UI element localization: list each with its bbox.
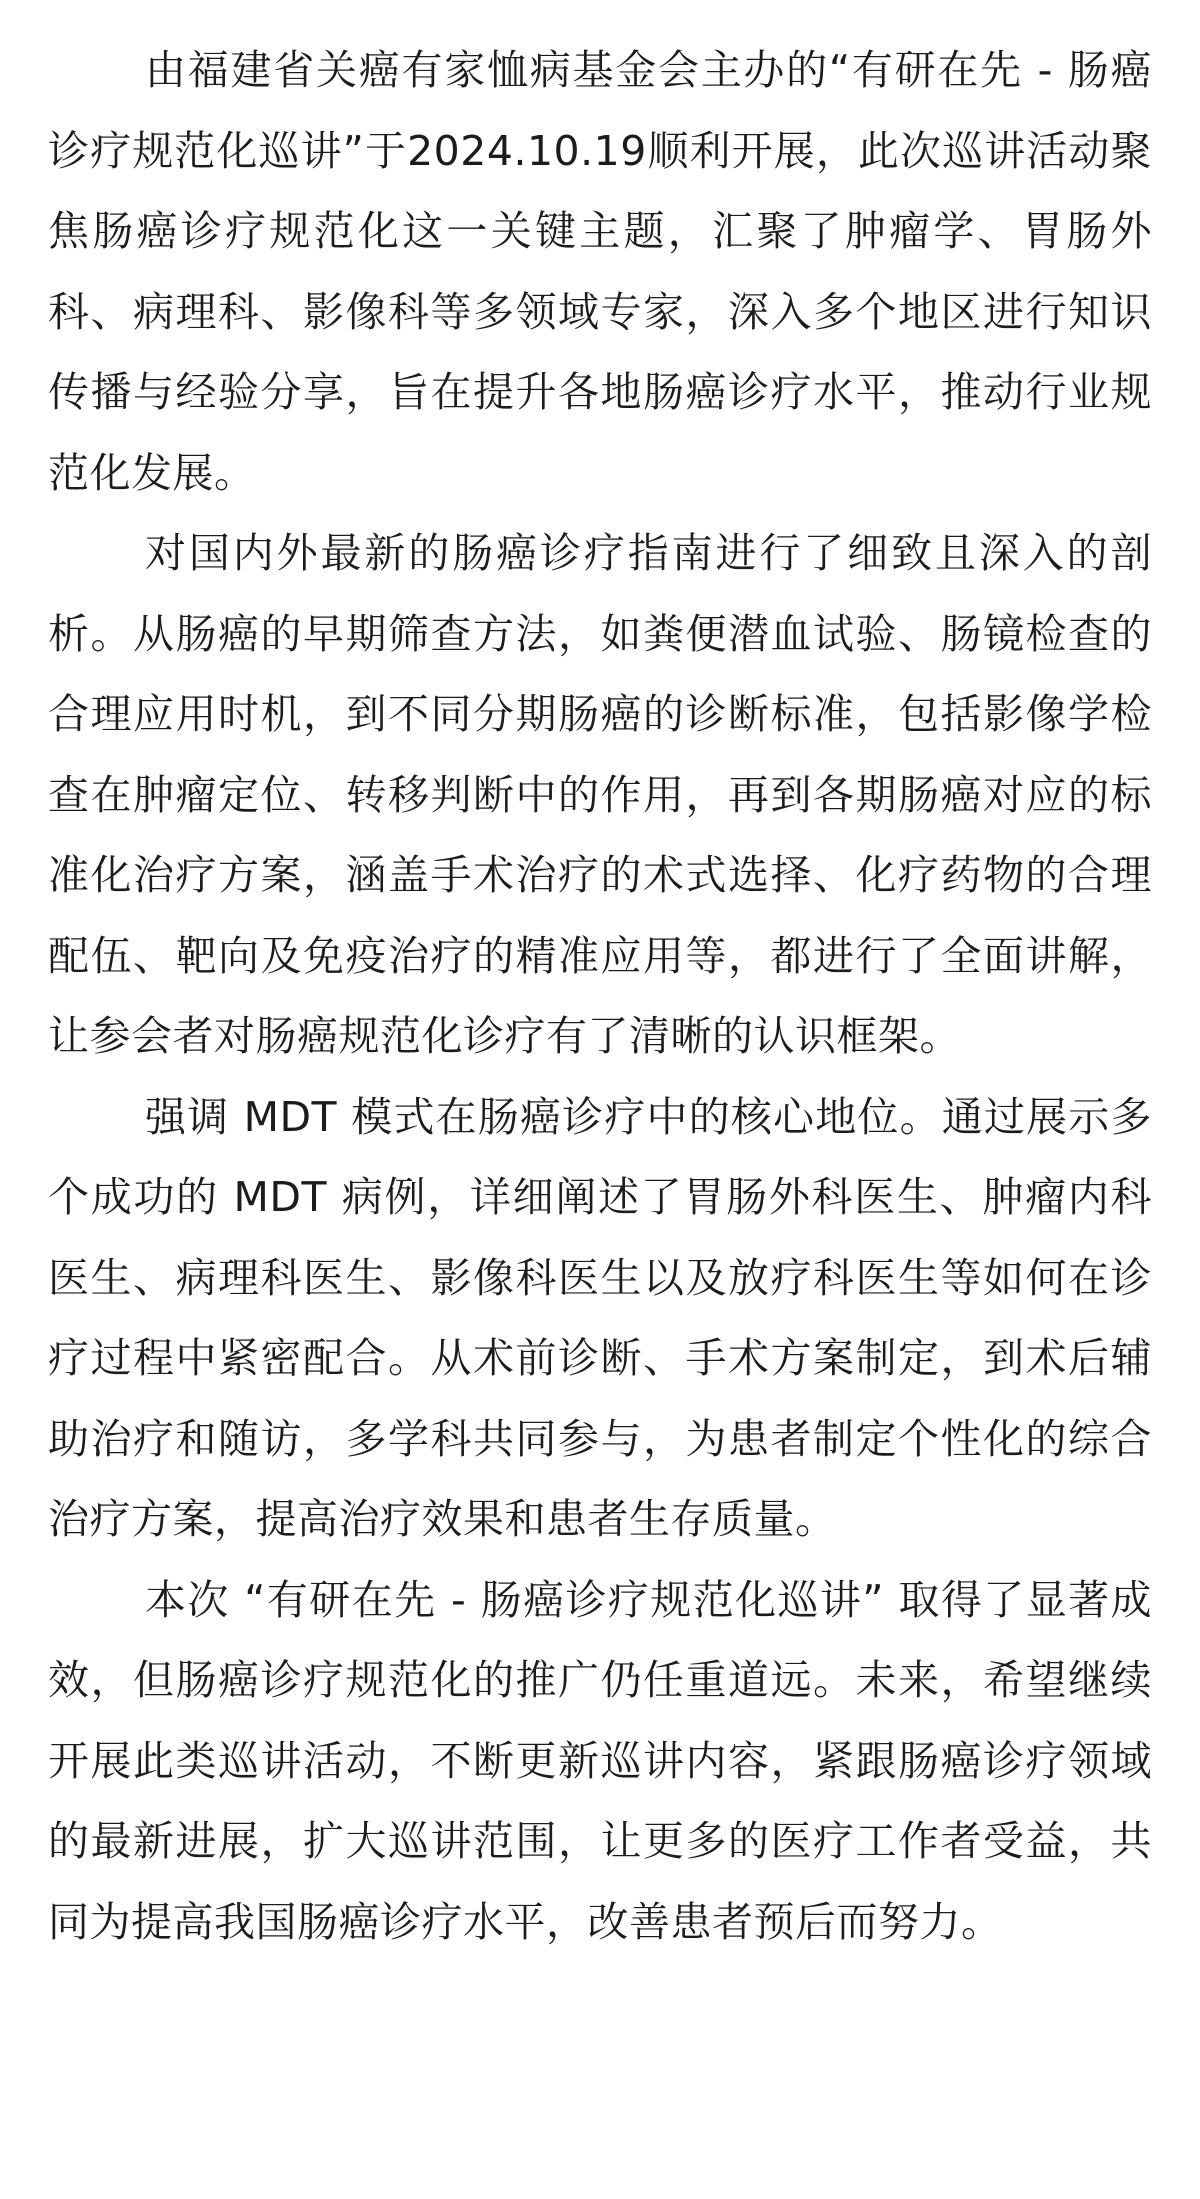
paragraph-conclusion: 本次 “有研在先 - 肠癌诊疗规范化巡讲” 取得了显著成效，但肠癌诊疗规范化的推广仍任重道远。未来，希望继续开展此类巡讲活动，不断更新巡讲内容，紧跟肠癌诊疗领域的最新进展，扩大巡讲范围，让更多的医疗工作者受益，共同为提高我国肠癌诊疗水平，改善患者预后而努力。	[48, 1575, 1152, 1946]
paragraph-guidelines: 对国内外最新的肠癌诊疗指南进行了细致且深入的剖析。从肠癌的早期筛查方法，如粪便潜血试验、肠镜检查的合理应用时机，到不同分期肠癌的诊断标准，包括影像学检查在肿瘤定位、转移判断中的作用，再到各期肠癌对应的标准化治疗方案，涵盖手术治疗的术式选择、化疗药物的合理配伍、靶向及免疫治疗的精准应用等，都进行了全面讲解，让参会者对肠癌规范化诊疗有了清晰的认识框架。	[48, 529, 1152, 1060]
paragraph-mdt: 强调 MDT 模式在肠癌诊疗中的核心地位。通过展示多个成功的 MDT 病例，详细阐述了胃肠外科医生、肿瘤内科医生、病理科医生、影像科医生以及放疗科医生等如何在诊疗过程中紧密配合。从术前诊断、手术方案制定，到术后辅助治疗和随访，多学科共同参与，为患者制定个性化的综合治疗方案，提高治疗效果和患者生存质量。	[48, 1092, 1152, 1543]
paragraph-intro: 由福建省关癌有家恤病基金会主办的“有研在先 - 肠癌诊疗规范化巡讲”于2024.10.19顺利开展，此次巡讲活动聚焦肠癌诊疗规范化这一关键主题，汇聚了肿瘤学、胃肠外科、病理科、影像科等多领域专家，深入多个地区进行知识传播与经验分享，旨在提升各地肠癌诊疗水平，推动行业规范化发展。	[48, 46, 1152, 497]
